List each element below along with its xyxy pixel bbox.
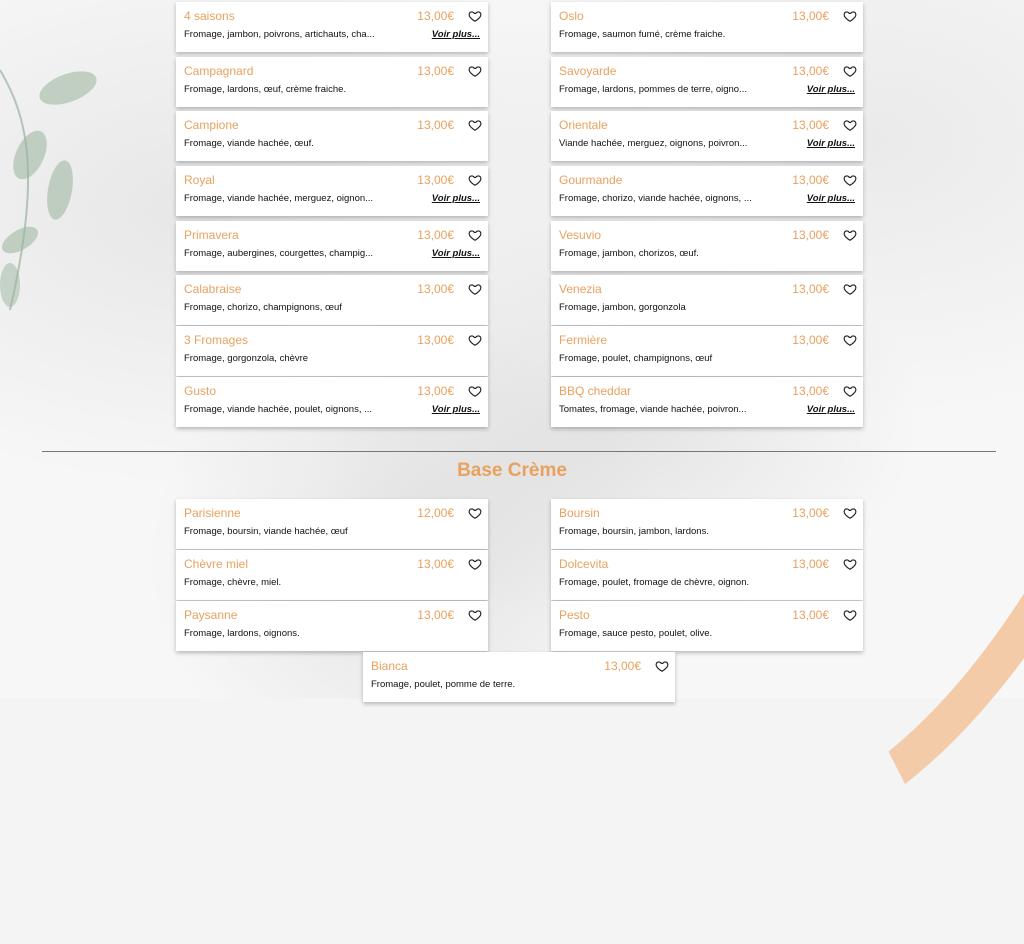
menu-item-card[interactable]: [551, 2, 863, 52]
item-price: 13,00€: [417, 384, 454, 398]
item-description: Fromage, chèvre, miel.: [184, 577, 282, 588]
menu-item-card[interactable]: [551, 111, 863, 161]
item-description: Fromage, chorizo, viande hachée, oignons, ...: [559, 193, 752, 204]
item-price: 13,00€: [792, 506, 829, 520]
menu-item-card[interactable]: [551, 326, 863, 376]
voir-plus-link[interactable]: Voir plus...: [806, 404, 855, 415]
menu-item-card[interactable]: [176, 550, 488, 600]
item-description: Fromage, lardons, œuf, crème fraiche.: [184, 84, 347, 95]
item-price: 13,00€: [792, 282, 829, 296]
voir-plus-link[interactable]: Voir plus...: [806, 138, 855, 149]
item-price: 13,00€: [417, 608, 454, 622]
item-price: 13,00€: [604, 659, 641, 673]
item-name: Calabraise: [184, 282, 242, 296]
item-price: 13,00€: [792, 118, 829, 132]
heart-icon[interactable]: [843, 282, 857, 296]
item-description: Fromage, lardons, oignons.: [184, 628, 300, 639]
item-name: 3 Fromages: [184, 333, 249, 347]
item-name: Venezia: [559, 282, 602, 296]
menu-item-card[interactable]: [363, 652, 675, 702]
item-name: Orientale: [559, 118, 608, 132]
menu-item-card[interactable]: [551, 57, 863, 107]
item-name: Campagnard: [184, 64, 254, 78]
decorative-leaf-branch: [0, 60, 110, 320]
item-name: Boursin: [559, 506, 600, 520]
item-name: Vesuvio: [559, 228, 602, 242]
item-description: Fromage, aubergines, courgettes, champig...: [184, 248, 374, 259]
item-description: Fromage, poulet, pomme de terre.: [371, 679, 516, 690]
item-description: Fromage, jambon, gorgonzola: [559, 302, 686, 313]
voir-plus-link[interactable]: Voir plus...: [806, 193, 855, 204]
item-description: Tomates, fromage, viande hachée, poivron...: [559, 404, 747, 415]
item-name: Parisienne: [184, 506, 241, 520]
item-description: Fromage, boursin, jambon, lardons.: [559, 526, 709, 537]
item-price: 13,00€: [792, 557, 829, 571]
voir-plus-link[interactable]: Voir plus...: [431, 404, 480, 415]
item-price: 13,00€: [792, 9, 829, 23]
menu-item-card[interactable]: [551, 275, 863, 325]
item-name: Dolcevita: [559, 557, 609, 571]
item-name: Bianca: [371, 659, 408, 673]
item-description: Fromage, saumon fumé, crème fraiche.: [559, 29, 726, 40]
menu-item-card[interactable]: [176, 57, 488, 107]
heart-icon[interactable]: [468, 608, 482, 622]
item-name: Savoyarde: [559, 64, 617, 78]
heart-icon[interactable]: [468, 282, 482, 296]
menu-item-card[interactable]: [176, 221, 488, 271]
heart-icon[interactable]: [843, 608, 857, 622]
menu-item-card[interactable]: [551, 601, 863, 651]
menu-item-card[interactable]: [176, 166, 488, 216]
item-price: 13,00€: [792, 228, 829, 242]
item-description: Fromage, viande hachée, œuf.: [184, 138, 314, 149]
item-price: 13,00€: [417, 228, 454, 242]
item-price: 13,00€: [417, 118, 454, 132]
item-price: 13,00€: [792, 173, 829, 187]
heart-icon[interactable]: [468, 384, 482, 398]
menu-item-card[interactable]: [551, 550, 863, 600]
item-description: Fromage, viande hachée, poulet, oignons, ...: [184, 404, 373, 415]
item-price: 13,00€: [792, 333, 829, 347]
item-name: Paysanne: [184, 608, 238, 622]
item-description: Fromage, lardons, pommes de terre, oigno...: [559, 84, 747, 95]
item-description: Fromage, gorgonzola, chèvre: [184, 353, 309, 364]
item-name: Campione: [184, 118, 239, 132]
section-divider: [42, 451, 996, 452]
item-price: 13,00€: [417, 333, 454, 347]
item-price: 13,00€: [792, 608, 829, 622]
menu-item-card[interactable]: [176, 2, 488, 52]
menu-item-card[interactable]: [551, 377, 863, 427]
item-name: Pesto: [559, 608, 590, 622]
item-price: 13,00€: [417, 9, 454, 23]
section-title-base-creme: Base Crème: [457, 460, 567, 481]
item-name: Primavera: [184, 228, 239, 242]
item-description: Fromage, poulet, champignons, œuf: [559, 353, 713, 364]
item-name: Chèvre miel: [184, 557, 249, 571]
item-description: Fromage, poulet, fromage de chèvre, oignon.: [559, 577, 750, 588]
menu-item-card[interactable]: [176, 275, 488, 325]
item-name: Oslo: [559, 9, 584, 23]
heart-icon[interactable]: [843, 64, 857, 78]
heart-icon[interactable]: [843, 333, 857, 347]
heart-icon[interactable]: [468, 333, 482, 347]
heart-icon[interactable]: [468, 228, 482, 242]
menu-item-card[interactable]: [176, 326, 488, 376]
heart-icon[interactable]: [843, 173, 857, 187]
heart-icon[interactable]: [843, 9, 857, 23]
heart-icon[interactable]: [843, 118, 857, 132]
item-description: Fromage, chorizo, champignons, œuf: [184, 302, 342, 313]
item-price: 13,00€: [417, 64, 454, 78]
item-description: Fromage, boursin, viande hachée, œuf: [184, 526, 348, 537]
heart-icon[interactable]: [843, 506, 857, 520]
item-name: BBQ cheddar: [559, 384, 632, 398]
item-description: Viande hachée, merguez, oignons, poivron...: [559, 138, 748, 149]
voir-plus-link[interactable]: Voir plus...: [806, 84, 855, 95]
item-price: 13,00€: [417, 173, 454, 187]
item-description: Fromage, jambon, chorizos, œuf.: [559, 248, 699, 259]
item-name: Fermière: [559, 333, 608, 347]
voir-plus-link[interactable]: Voir plus...: [431, 248, 480, 259]
menu-item-card[interactable]: [176, 499, 488, 549]
heart-icon[interactable]: [468, 557, 482, 571]
heart-icon[interactable]: [468, 506, 482, 520]
item-name: Gusto: [184, 384, 217, 398]
menu-item-card[interactable]: [551, 166, 863, 216]
item-name: 4 saisons: [184, 9, 235, 23]
heart-icon[interactable]: [655, 659, 669, 673]
item-price: 12,00€: [417, 506, 454, 520]
menu-item-card[interactable]: [176, 601, 488, 651]
heart-icon[interactable]: [843, 228, 857, 242]
heart-icon[interactable]: [843, 384, 857, 398]
voir-plus-link[interactable]: Voir plus...: [431, 29, 480, 40]
heart-icon[interactable]: [468, 9, 482, 23]
item-description: Fromage, jambon, poivrons, artichauts, cha...: [184, 29, 375, 40]
item-name: Gourmande: [559, 173, 623, 187]
heart-icon[interactable]: [468, 173, 482, 187]
item-price: 13,00€: [417, 557, 454, 571]
item-description: Fromage, sauce pesto, poulet, olive.: [559, 628, 713, 639]
voir-plus-link[interactable]: Voir plus...: [431, 193, 480, 204]
item-price: 13,00€: [417, 282, 454, 296]
heart-icon[interactable]: [843, 557, 857, 571]
menu-item-card[interactable]: [176, 111, 488, 161]
menu-item-card[interactable]: [551, 221, 863, 271]
menu-item-card[interactable]: [551, 499, 863, 549]
heart-icon[interactable]: [468, 118, 482, 132]
item-price: 13,00€: [792, 384, 829, 398]
heart-icon[interactable]: [468, 64, 482, 78]
item-name: Royal: [184, 173, 215, 187]
item-description: Fromage, viande hachée, merguez, oignon...: [184, 193, 374, 204]
menu-item-card[interactable]: [176, 377, 488, 427]
item-price: 13,00€: [792, 64, 829, 78]
